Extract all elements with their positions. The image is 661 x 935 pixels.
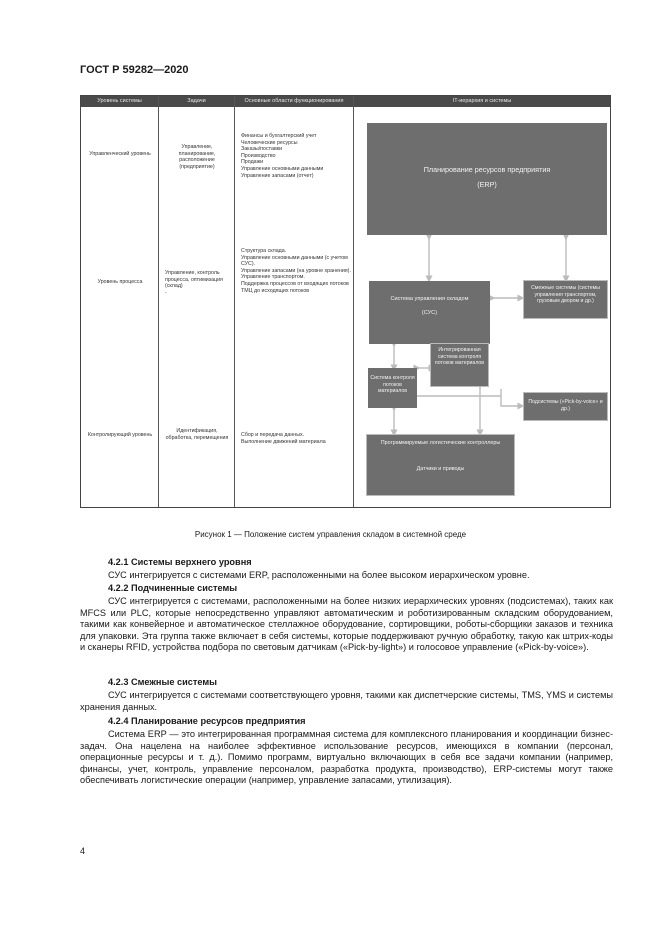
wms-title: Система управления складом [390,296,469,302]
subsystems-box: Подсистемы («Pick-by-voice» и др.) [523,392,608,421]
section-heading: 4.2.2 Подчиненные системы [108,583,238,593]
adjacent-systems-box: Смежные системы (системы управления транспортом, грузовым двором и др.) [523,280,608,319]
section-heading: 4.2.3 Смежные системы [108,677,217,687]
plc-label: Программируемые логистические контроллеры [380,440,501,446]
figure-caption: Рисунок 1 — Положение систем управления складом в системной среде [194,530,467,539]
section-text: Система ERP — это интегрированная программная система для комплексного планирования и координации бизнес-задач. Она нацелена на наиболее эффективное использование ресурсов, имеющихся в компании (персонал, операционные ресурсы и т. д.). Помимо программ, виртуально включающих в себя все задачи компании (например, финансы, учет, контроль, управление персоналом, разработка продукта, производство), ERP-системы могут также обеспечивать логистические операции (например, управление запасами, утилизация). [80,729,613,786]
row-level: Контролирующий уровень [87,432,153,438]
erp-title: Планирование ресурсов предприятия [423,165,551,174]
col-header-tasks: Задачи [159,96,234,107]
plc-actuators-box [366,434,515,496]
section-text: СУС интегрируется с системами соответствующего уровня, такими как диспетчерские системы, TMS, YMS и системы хранения данных. [80,690,613,712]
section-text: СУС интегрируется с системами, расположенными на более низких иерархических уровнях (подсистемах), таких как MFCS или PLC, которые непосредственно управляют автоматическим и роботизированным складским оборудованием, такими как конвейерное и автоматическое стеллажное оборудование, сортировщики, роботы-сборщики заказов и техника для упаковки. Эта группа также включает в себя системы, которые поддерживают ручную обработку, такую как штрих-коды и сканеры RFID, устройства подбора по световым датчикам («Pick-by-light») и голосовое управление («Pick-by-voice»). [80,596,613,653]
flow-control-box: Система контроля потоков материалов [368,368,417,408]
erp-box [367,123,607,235]
erp-subtitle: (ERP) [477,180,497,189]
row-tasks: Управление, контроль процесса, оптимизация (склад) - [165,270,223,296]
row-areas: Сбор и передача данных. Выполнение движений материала [241,432,326,445]
row-tasks: Управление, планирование, расположение (предприятие) [178,144,216,170]
section-heading: 4.2.4 Планирование ресурсов предприятия [108,716,306,726]
row-areas: Финансы и бухгалтерский учет Человеческие ресурсы Заказы/поставки Производство Продажи Управление основными данными Управление запасами (отчет) [241,133,324,179]
row-level: Уровень процесса [97,279,143,285]
page-number: 4 [80,846,86,856]
wms-box [369,281,490,344]
row-areas: Структура склада. Управление основными данными (с учетом СУС). Управление запасами (на уровне хранения). Управление транспортом. Поддержка процессов от входящих потоков ТМЦ до исходящих потоков [241,248,351,294]
row-tasks: Идентификация, обработка, перемещения [165,428,229,441]
wms-subtitle: (СУС) [421,310,438,316]
col-header-it: IT-иерархия и системы [354,96,610,107]
col-header-areas: Основные области функционирования [235,96,353,107]
col-header-level: Уровень системы [81,96,158,107]
figure-table [80,95,611,508]
sensors-label: Датчики и приводы [416,465,465,472]
row-level: Управленческий уровень [89,151,151,157]
document-header: ГОСТ Р 59282—2020 [80,64,189,76]
section-heading: 4.2.1 Системы верхнего уровня [108,557,252,567]
section-text: СУС интегрируется с системами ERP, расположенными на более высоком иерархическом уровне. [108,570,530,580]
integrated-system-box: Интегрированная система контроля потоков материалов [430,343,489,387]
